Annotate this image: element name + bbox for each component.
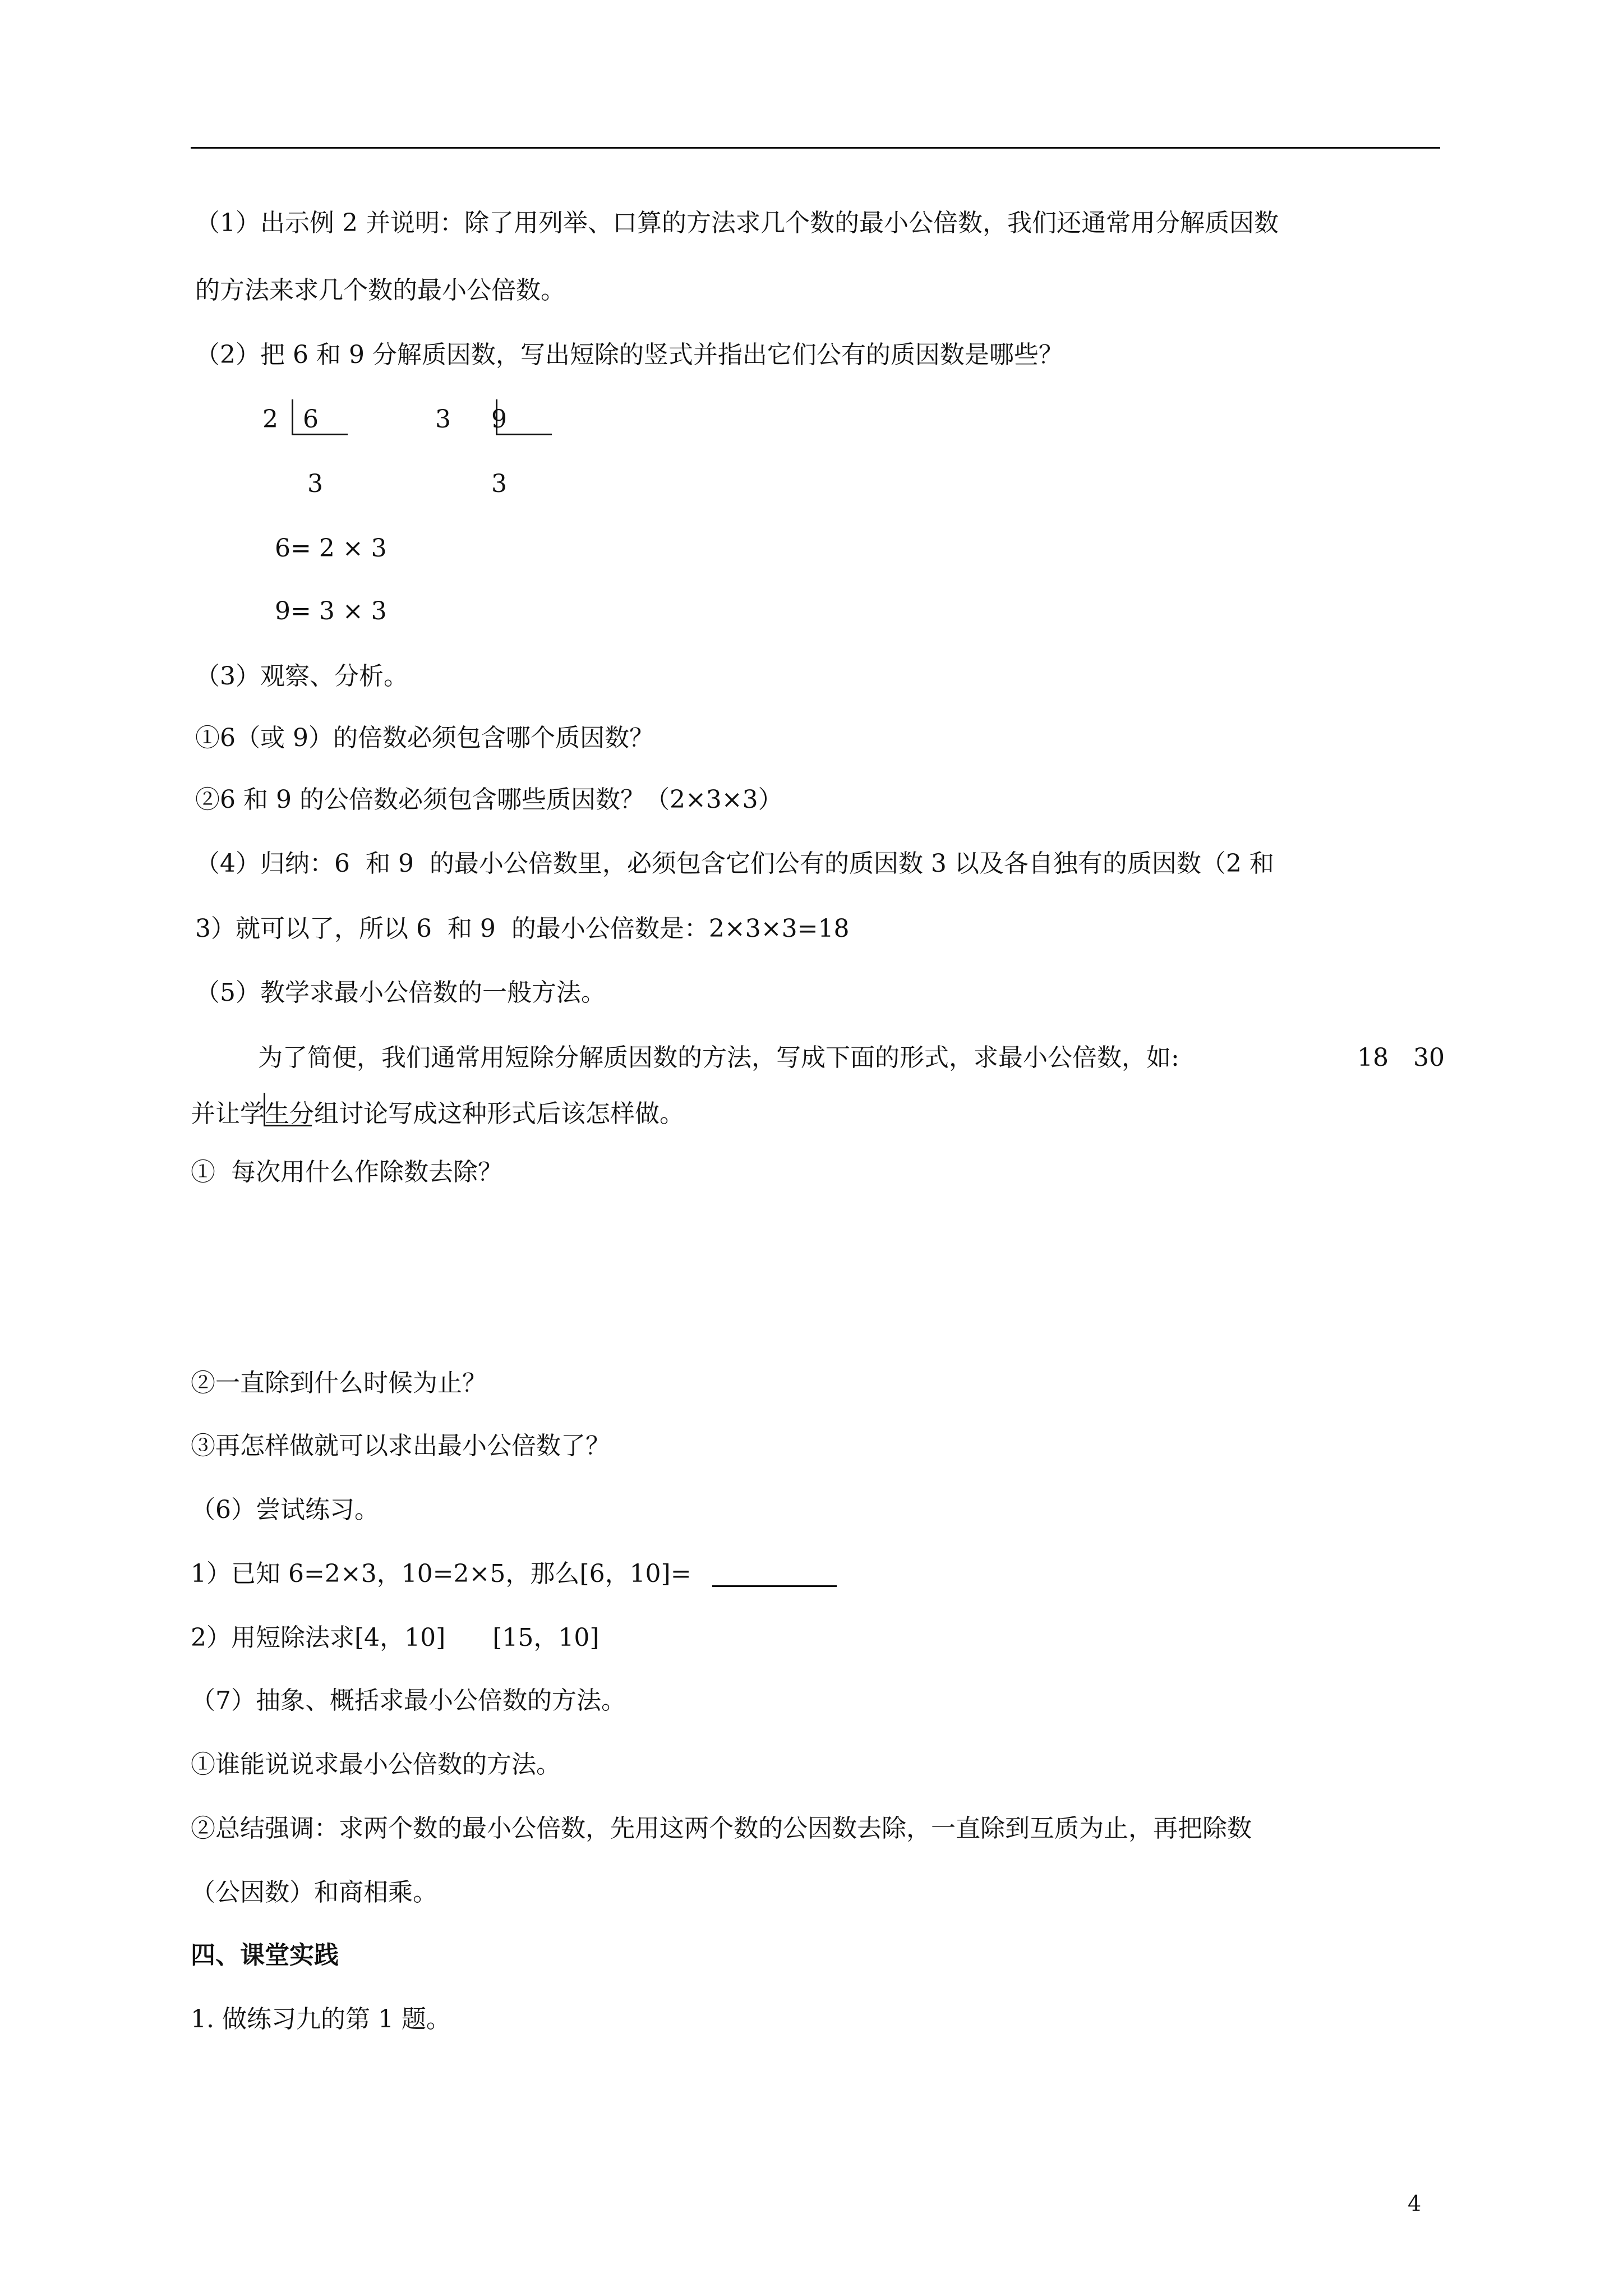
text-line: 1. 做练习九的第 1 题。 [191, 2005, 451, 2033]
text-line: 的方法来求几个数的最小公倍数。 [195, 276, 565, 305]
division-bracket [292, 434, 348, 435]
division-divisor: 2 [262, 405, 278, 434]
division-quotient: 3 [491, 470, 507, 498]
text-line: （6）尝试练习。 [191, 1496, 379, 1524]
text-line: （7）抽象、概括求最小公倍数的方法。 [191, 1686, 626, 1715]
text-line: 2）用短除法求[4，10] [15，10] [191, 1623, 600, 1652]
section-heading: 四、课堂实践 [191, 1941, 339, 1970]
header-rule [191, 147, 1440, 149]
text-line: （4）归纳：6 和 9 的最小公倍数里，必须包含它们公有的质因数 3 以及各自独有的质因数（2 和 [195, 849, 1274, 878]
division-dividend: 9 [491, 405, 507, 434]
text-line: ① 每次用什么作除数去除？ [191, 1158, 502, 1186]
division-dividend: 6 [303, 405, 319, 434]
text-line: （公因数）和商相乘。 [191, 1878, 437, 1907]
text-line: ①谁能说说求最小公倍数的方法。 [191, 1750, 561, 1779]
equation: 9= 3 × 3 [275, 597, 387, 625]
text-line: （2）把 6 和 9 分解质因数，写出短除的竖式并指出它们公有的质因数是哪些？ [195, 341, 1063, 369]
division-quotient: 3 [307, 470, 323, 498]
text-line: 1）已知 6=2×3，10=2×5，那么[6，10]= [191, 1559, 691, 1588]
text-line: ②一直除到什么时候为止？ [191, 1369, 487, 1397]
text-line: 3）就可以了，所以 6 和 9 的最小公倍数是：2×3×3=18 [195, 914, 850, 943]
text-line: （1）出示例 2 并说明：除了用列举、口算的方法求几个数的最小公倍数，我们还通常用分解质因数 [195, 209, 1279, 237]
text-line: ①6（或 9）的倍数必须包含哪个质因数？ [195, 724, 654, 752]
text-line: （5）教学求最小公倍数的一般方法。 [195, 978, 606, 1007]
text-line: ③再怎样做就可以求出最小公倍数了？ [191, 1432, 610, 1460]
text-line: ②6 和 9 的公倍数必须包含哪些质因数？（2×3×3） [195, 785, 783, 814]
page-number: 4 [1408, 2191, 1422, 2216]
text-line: 并让学生分组讨论写成这种形式后该怎样做。 [191, 1099, 684, 1128]
text-line: 为了简便，我们通常用短除分解质因数的方法，写成下面的形式，求最小公倍数，如: [258, 1043, 1179, 1072]
example-number: 18 [1357, 1043, 1389, 1072]
division-bracket [292, 399, 293, 435]
text-line: （3）观察、分析。 [195, 662, 408, 691]
answer-blank [712, 1585, 837, 1587]
equation: 6= 2 × 3 [275, 534, 387, 563]
division-divisor: 3 [435, 405, 451, 434]
example-number: 30 [1413, 1043, 1445, 1072]
text-line: ②总结强调：求两个数的最小公倍数，先用这两个数的公因数去除，一直除到互质为止，再把除数 [191, 1814, 1252, 1843]
